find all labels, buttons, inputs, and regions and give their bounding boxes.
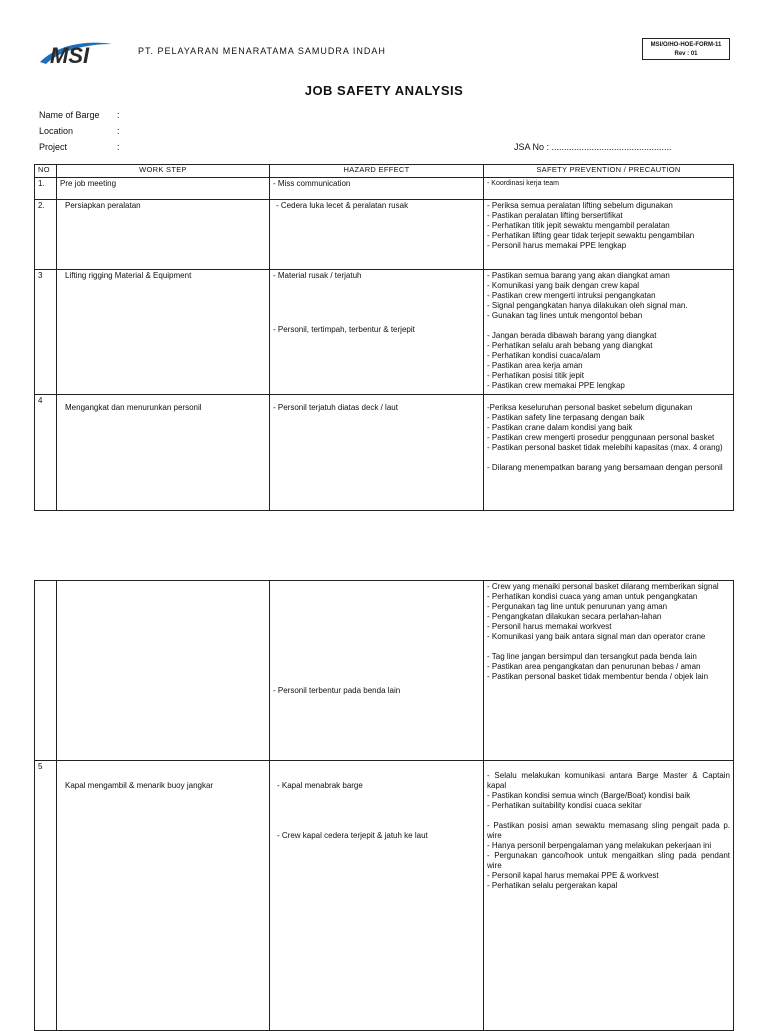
table-row bbox=[35, 270, 734, 395]
form-rev: Rev : 01 bbox=[674, 51, 698, 57]
location-label: Location bbox=[39, 126, 74, 136]
row-no: 4 bbox=[35, 395, 57, 511]
location-colon: : bbox=[117, 126, 120, 136]
project-colon: : bbox=[117, 142, 120, 152]
row-no: 1. bbox=[35, 178, 57, 200]
msi-logo bbox=[38, 38, 114, 68]
row-precaution: - Koordinasi kerja team bbox=[484, 178, 734, 200]
row-step bbox=[57, 581, 270, 761]
jsa-label: JSA No : bbox=[514, 142, 550, 152]
row-step: Persiapkan peralatan bbox=[57, 200, 270, 270]
form-code-box bbox=[642, 38, 730, 60]
form-code: MSI/O/HO-HOE-FORM-11 bbox=[650, 42, 722, 48]
row-precaution-cell bbox=[484, 581, 734, 761]
row-hazard-2: - Personil terbentur pada benda lain bbox=[273, 686, 401, 695]
table-row bbox=[35, 200, 734, 270]
row-precaution-2: - Dilarang menempatkan barang yang bersamaan dengan personil bbox=[487, 463, 723, 472]
row-precaution: - Crew yang menaiki personal basket dilarang memberikan signal - Perhatikan kondisi cuaca yang aman untuk pengangkatan - Pergunakan tag line untuk penurunan yang aman - Pengangkatan dilakukan secara perlahan-lahan - Personil harus memakai workvest - Komunikasi yang baik antara signal man dan operator crane bbox=[487, 582, 719, 641]
row-no: 5 bbox=[35, 761, 57, 1031]
barge-label: Name of Barge bbox=[39, 110, 100, 120]
row-precaution: - Periksa semua peralatan lifting sebelum digunakan - Pastikan peralatan lifting bersertifikat - Perhatikan titik jepit sewaktu mengambil peralatan - Perhatikan lifting gear tidak terjepit sewaktu pengambilan - Personil harus memakai PPE lengkap bbox=[484, 200, 734, 270]
header-no: NO bbox=[35, 165, 57, 178]
row-hazard: - Personil terjatuh diatas deck / laut bbox=[270, 395, 484, 511]
row-hazard-cell bbox=[270, 270, 484, 395]
logo-text: MSI bbox=[50, 43, 90, 68]
row-hazard: - Miss communication bbox=[270, 178, 484, 200]
row-hazard: - Material rusak / terjatuh bbox=[273, 271, 362, 280]
row-precaution: - Selalu melakukan komunikasi antara Barge Master & Captain kapal - Pastikan kondisi semua winch (Barge/Boat) kondisi baik - Perhatikan suitability kondisi cuaca sekitar bbox=[487, 771, 730, 810]
jsa-number-field bbox=[514, 142, 672, 152]
company-name: PT. PELAYARAN MENARATAMA SAMUDRA INDAH bbox=[138, 46, 386, 56]
table-header-row bbox=[35, 165, 734, 178]
jsa-table-page2 bbox=[34, 580, 734, 1031]
row-hazard: - Kapal menabrak barge bbox=[277, 781, 363, 790]
table-row bbox=[35, 395, 734, 511]
row-precaution-2: - Jangan berada dibawah barang yang diangkat - Perhatikan selalu arah bebang yang diangkat - Perhatikan kondisi cuaca/alam - Pastikan area kerja aman - Perhatikan posisi titik jepit - Pastikan crew memakai PPE lengkap bbox=[487, 331, 657, 390]
row-hazard-2: - Crew kapal cedera terjepit & jatuh ke laut bbox=[277, 831, 428, 840]
table-row bbox=[35, 178, 734, 200]
row-hazard-cell bbox=[270, 761, 484, 1031]
barge-colon: : bbox=[117, 110, 120, 120]
row-step: Mengangkat dan menurunkan personil bbox=[57, 395, 270, 511]
row-precaution-cell bbox=[484, 761, 734, 1031]
row-step: Kapal mengambil & menarik buoy jangkar bbox=[57, 761, 270, 1031]
row-hazard: - Cedera luka lecet & peralatan rusak bbox=[270, 200, 484, 270]
jsa-value: ................................................ bbox=[551, 142, 672, 152]
document-title: JOB SAFETY ANALYSIS bbox=[304, 83, 464, 98]
row-precaution: - Pastikan semua barang yang akan diangkat aman - Komunikasi yang baik dengan crew kapal - Pastikan crew mengerti intruksi pengangkatan - Signal pengangkatan hanya dilakukan oleh signal man. - Gunakan tag lines untuk mengontol beban bbox=[487, 271, 688, 320]
row-no: 2. bbox=[35, 200, 57, 270]
project-label: Project bbox=[39, 142, 68, 152]
table-row bbox=[35, 761, 734, 1031]
row-hazard-cell bbox=[270, 581, 484, 761]
row-precaution: -Periksa keseluruhan personal basket sebelum digunakan - Pastikan safety line terpasang dengan baik - Pastikan crane dalam kondisi yang baik - Pastikan crew mengerti prosedur penggunaan personal basket - Pastikan personal basket tidak melebihi kapasitas (max. 4 orang) bbox=[487, 403, 723, 452]
header-hazard: HAZARD EFFECT bbox=[270, 165, 484, 178]
header-work-step: WORK STEP bbox=[57, 165, 270, 178]
row-precaution-cell bbox=[484, 270, 734, 395]
row-step: Lifting rigging Material & Equipment bbox=[57, 270, 270, 395]
row-precaution-cell bbox=[484, 395, 734, 511]
row-precaution-2: - Pastikan posisi aman sewaktu memasang sling pengait pada p. wire - Hanya personil berpengalaman yang melakukan pekerjaan ini - Pergunakan ganco/hook untuk mengaitkan sling pada pendant wire - Personil kapal harus memakai PPE & workvest - Perhatikan selalu pergerakan kapal bbox=[487, 821, 730, 890]
row-no bbox=[35, 581, 57, 761]
row-no: 3 bbox=[35, 270, 57, 395]
row-hazard-2: - Personil, tertimpah, terbentur & terjepit bbox=[273, 325, 415, 334]
header-precaution: SAFETY PREVENTION / PRECAUTION bbox=[484, 165, 734, 178]
table-row bbox=[35, 581, 734, 761]
row-precaution-2: - Tag line jangan bersimpul dan tersangkut pada benda lain - Pastikan area pengangkatan dan penurunan bebas / aman - Pastikan personal basket tidak membentur benda / objek lain bbox=[487, 652, 709, 681]
jsa-table-page1 bbox=[34, 164, 734, 511]
row-step: Pre job meeting bbox=[57, 178, 270, 200]
